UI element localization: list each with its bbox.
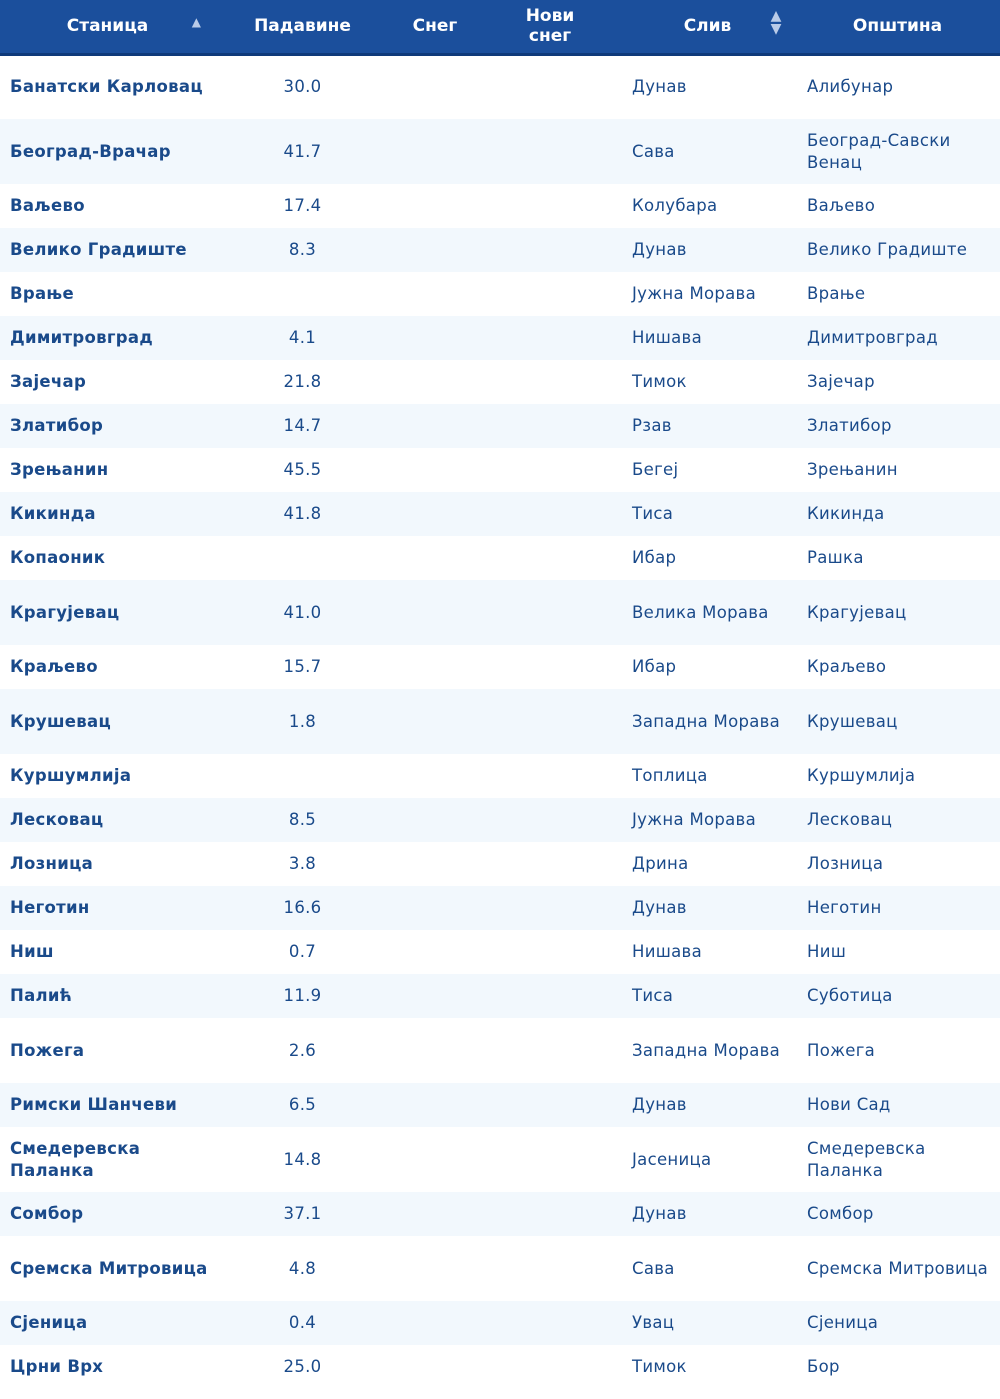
snow-cell — [390, 536, 480, 580]
table-row — [0, 119, 1000, 184]
station-cell: Крагујевац — [10, 602, 120, 622]
basin-cell: Тиса — [632, 504, 674, 523]
municipality-cell: Сомбор — [807, 1204, 874, 1223]
station-cell: Крушевац — [10, 711, 111, 731]
table-row — [0, 1236, 1000, 1301]
new-snow-cell — [480, 930, 620, 974]
municipality-cell: Златибор — [807, 416, 892, 435]
station-cell: Београд-Врачар — [10, 141, 171, 161]
table-row — [0, 448, 1000, 492]
new-snow-cell — [480, 1083, 620, 1127]
station-cell: Куршумлија — [10, 766, 132, 785]
table-body — [0, 54, 1000, 1389]
column-header-new-snow-label: Нови снег — [525, 6, 575, 47]
municipality-cell: Рашка — [807, 548, 864, 567]
municipality-cell: Лозница — [807, 854, 884, 873]
basin-cell: Јужна Морава — [632, 284, 756, 303]
table-row — [0, 754, 1000, 798]
basin-cell: Нишава — [632, 942, 702, 961]
snow-cell — [390, 448, 480, 492]
sort-ascending-icon[interactable]: ▲ — [191, 15, 201, 29]
municipality-cell: Крагујевац — [807, 602, 907, 622]
snow-cell — [390, 492, 480, 536]
table-row — [0, 886, 1000, 930]
table-row — [0, 1018, 1000, 1083]
table-header-row — [0, 0, 1000, 54]
column-header-municipality-label: Општина — [852, 16, 943, 37]
new-snow-cell — [480, 1236, 620, 1301]
column-header-new-snow[interactable] — [480, 0, 620, 54]
precip-cell: 8.3 — [288, 240, 317, 259]
basin-cell: Ибар — [632, 657, 677, 676]
station-cell: Црни Врх — [10, 1357, 104, 1376]
table-row — [0, 404, 1000, 448]
table-row — [0, 580, 1000, 645]
new-snow-cell — [480, 1345, 620, 1389]
snow-cell — [390, 119, 480, 184]
precip-cell: 6.5 — [288, 1095, 317, 1114]
precip-cell: 1.8 — [288, 711, 317, 731]
column-header-precip-label: Падавине — [254, 16, 351, 37]
table-row — [0, 1301, 1000, 1345]
snow-cell — [390, 360, 480, 404]
station-cell: Сјеница — [10, 1313, 88, 1332]
basin-cell: Јужна Морава — [632, 810, 756, 829]
table-row — [0, 272, 1000, 316]
column-header-basin-label: Слив — [683, 16, 732, 37]
municipality-cell: Бор — [807, 1357, 840, 1376]
new-snow-cell — [480, 645, 620, 689]
column-header-precip[interactable] — [215, 0, 390, 54]
new-snow-cell — [480, 886, 620, 930]
precip-cell: 17.4 — [283, 196, 322, 215]
column-header-municipality[interactable] — [795, 0, 1000, 54]
station-cell: Лозница — [10, 854, 94, 873]
basin-cell: Западна Морава — [632, 1040, 781, 1060]
municipality-cell: Смедеревска Паланка — [807, 1138, 926, 1180]
precip-cell: 41.7 — [283, 141, 322, 161]
snow-cell — [390, 974, 480, 1018]
precip-cell: 30.0 — [283, 77, 322, 97]
precip-cell — [215, 754, 390, 798]
municipality-cell: Димитровград — [807, 328, 938, 347]
table-row — [0, 1083, 1000, 1127]
table-row — [0, 689, 1000, 754]
new-snow-cell — [480, 448, 620, 492]
station-cell: Палић — [10, 986, 73, 1005]
snow-cell — [390, 842, 480, 886]
snow-cell — [390, 798, 480, 842]
precip-cell: 2.6 — [288, 1040, 317, 1060]
table-row — [0, 54, 1000, 119]
table-row — [0, 1192, 1000, 1236]
station-cell: Зрењанин — [10, 460, 109, 479]
basin-cell: Топлица — [632, 766, 708, 785]
table-row — [0, 536, 1000, 580]
basin-cell: Дрина — [632, 854, 689, 873]
snow-cell — [390, 580, 480, 645]
new-snow-cell — [480, 54, 620, 119]
precip-cell: 15.7 — [283, 657, 322, 676]
snow-cell — [390, 1345, 480, 1389]
new-snow-cell — [480, 1018, 620, 1083]
station-cell: Ниш — [10, 942, 54, 961]
municipality-cell: Пожега — [807, 1040, 876, 1060]
basin-cell: Бегеј — [632, 460, 679, 479]
new-snow-cell — [480, 316, 620, 360]
precip-cell: 8.5 — [288, 810, 317, 829]
municipality-cell: Зајечар — [807, 372, 875, 391]
basin-cell: Тиса — [632, 986, 674, 1005]
column-header-station-label: Станица — [66, 16, 149, 37]
snow-cell — [390, 689, 480, 754]
table-row — [0, 1345, 1000, 1389]
column-header-snow-label: Снег — [412, 16, 458, 37]
table-row — [0, 316, 1000, 360]
municipality-cell: Сјеница — [807, 1313, 879, 1332]
municipality-cell: Велико Градиште — [807, 240, 968, 259]
basin-cell: Тимок — [632, 1357, 687, 1376]
snow-cell — [390, 184, 480, 228]
basin-cell: Јасеница — [632, 1149, 712, 1169]
snow-cell — [390, 404, 480, 448]
table-row — [0, 798, 1000, 842]
municipality-cell: Ниш — [807, 942, 847, 961]
basin-cell: Ибар — [632, 548, 677, 567]
precip-cell: 45.5 — [283, 460, 322, 479]
snow-cell — [390, 1236, 480, 1301]
table-row — [0, 492, 1000, 536]
basin-cell: Дунав — [632, 77, 687, 97]
new-snow-cell — [480, 1192, 620, 1236]
basin-cell: Тимок — [632, 372, 687, 391]
basin-cell: Дунав — [632, 898, 687, 917]
new-snow-cell — [480, 228, 620, 272]
snow-cell — [390, 1127, 480, 1192]
station-cell: Неготин — [10, 898, 90, 917]
precip-cell: 4.1 — [288, 328, 317, 347]
table-row — [0, 974, 1000, 1018]
table-row — [0, 1127, 1000, 1192]
precip-cell: 11.9 — [283, 986, 322, 1005]
basin-cell: Западна Морава — [632, 711, 781, 731]
basin-cell: Колубара — [632, 196, 718, 215]
station-cell: Банатски Карловац — [10, 77, 203, 97]
snow-cell — [390, 228, 480, 272]
municipality-cell: Кикинда — [807, 504, 885, 523]
table-row — [0, 645, 1000, 689]
new-snow-cell — [480, 1127, 620, 1192]
station-cell: Ваљево — [10, 196, 85, 215]
new-snow-cell — [480, 272, 620, 316]
station-cell: Златибор — [10, 416, 104, 435]
snow-cell — [390, 645, 480, 689]
snow-cell — [390, 1083, 480, 1127]
precip-cell: 16.6 — [283, 898, 322, 917]
snow-cell — [390, 1301, 480, 1345]
station-cell: Краљево — [10, 657, 98, 676]
basin-cell: Сава — [632, 1258, 675, 1278]
table-row — [0, 842, 1000, 886]
precip-cell: 25.0 — [283, 1357, 322, 1376]
new-snow-cell — [480, 974, 620, 1018]
municipality-cell: Врање — [807, 284, 866, 303]
station-cell: Зајечар — [10, 372, 87, 391]
station-cell: Врање — [10, 284, 74, 303]
table-row — [0, 360, 1000, 404]
station-cell: Велико Градиште — [10, 240, 187, 259]
basin-cell: Дунав — [632, 240, 687, 259]
snow-cell — [390, 54, 480, 119]
station-cell: Пожега — [10, 1040, 85, 1060]
station-cell: Сремска Митровица — [10, 1258, 208, 1278]
column-header-snow[interactable] — [390, 0, 480, 54]
station-cell: Смедеревска Паланка — [10, 1138, 141, 1180]
new-snow-cell — [480, 689, 620, 754]
precip-cell: 0.4 — [288, 1313, 317, 1332]
new-snow-cell — [480, 1301, 620, 1345]
snow-cell — [390, 754, 480, 798]
municipality-cell: Крушевац — [807, 711, 898, 731]
municipality-cell: Зрењанин — [807, 460, 898, 479]
snow-cell — [390, 1192, 480, 1236]
new-snow-cell — [480, 404, 620, 448]
precip-cell — [215, 536, 390, 580]
basin-cell: Велика Морава — [632, 602, 769, 622]
precip-cell: 14.7 — [283, 416, 322, 435]
municipality-cell: Краљево — [807, 657, 887, 676]
precip-cell: 37.1 — [283, 1204, 322, 1223]
station-cell: Кикинда — [10, 504, 96, 523]
snow-cell — [390, 1018, 480, 1083]
station-cell: Копаоник — [10, 548, 106, 567]
station-cell: Римски Шанчеви — [10, 1095, 178, 1114]
table-row — [0, 184, 1000, 228]
municipality-cell: Београд-Савски Венац — [807, 130, 951, 172]
precip-cell: 3.8 — [288, 854, 317, 873]
precip-cell: 21.8 — [283, 372, 322, 391]
municipality-cell: Неготин — [807, 898, 882, 917]
basin-cell: Увац — [632, 1313, 675, 1332]
new-snow-cell — [480, 119, 620, 184]
sort-both-icon[interactable]: ▲▼ — [768, 8, 784, 34]
basin-cell: Дунав — [632, 1204, 687, 1223]
new-snow-cell — [480, 798, 620, 842]
new-snow-cell — [480, 492, 620, 536]
precip-cell: 0.7 — [288, 942, 317, 961]
basin-cell: Нишава — [632, 328, 702, 347]
precip-cell: 41.0 — [283, 602, 322, 622]
snow-cell — [390, 272, 480, 316]
municipality-cell: Ваљево — [807, 196, 876, 215]
new-snow-cell — [480, 536, 620, 580]
station-cell: Димитровград — [10, 328, 153, 347]
station-cell: Лесковац — [10, 810, 104, 829]
table-row — [0, 228, 1000, 272]
precip-cell — [215, 272, 390, 316]
new-snow-cell — [480, 360, 620, 404]
precip-cell: 4.8 — [288, 1258, 317, 1278]
basin-cell: Сава — [632, 141, 675, 161]
new-snow-cell — [480, 754, 620, 798]
basin-cell: Дунав — [632, 1095, 687, 1114]
column-header-station[interactable] — [0, 0, 215, 54]
municipality-cell: Нови Сад — [807, 1095, 891, 1114]
new-snow-cell — [480, 580, 620, 645]
municipality-cell: Суботица — [807, 986, 893, 1005]
precip-cell: 14.8 — [283, 1149, 322, 1169]
station-cell: Сомбор — [10, 1204, 84, 1223]
new-snow-cell — [480, 842, 620, 886]
snow-cell — [390, 316, 480, 360]
basin-cell: Рзав — [632, 416, 672, 435]
municipality-cell: Куршумлија — [807, 766, 916, 785]
precip-cell: 41.8 — [283, 504, 322, 523]
new-snow-cell — [480, 184, 620, 228]
municipality-cell: Сремска Митровица — [807, 1258, 989, 1278]
snow-cell — [390, 886, 480, 930]
municipality-cell: Лесковац — [807, 810, 893, 829]
municipality-cell: Алибунар — [807, 77, 894, 97]
table-row — [0, 930, 1000, 974]
column-header-basin[interactable] — [620, 0, 795, 54]
snow-cell — [390, 930, 480, 974]
